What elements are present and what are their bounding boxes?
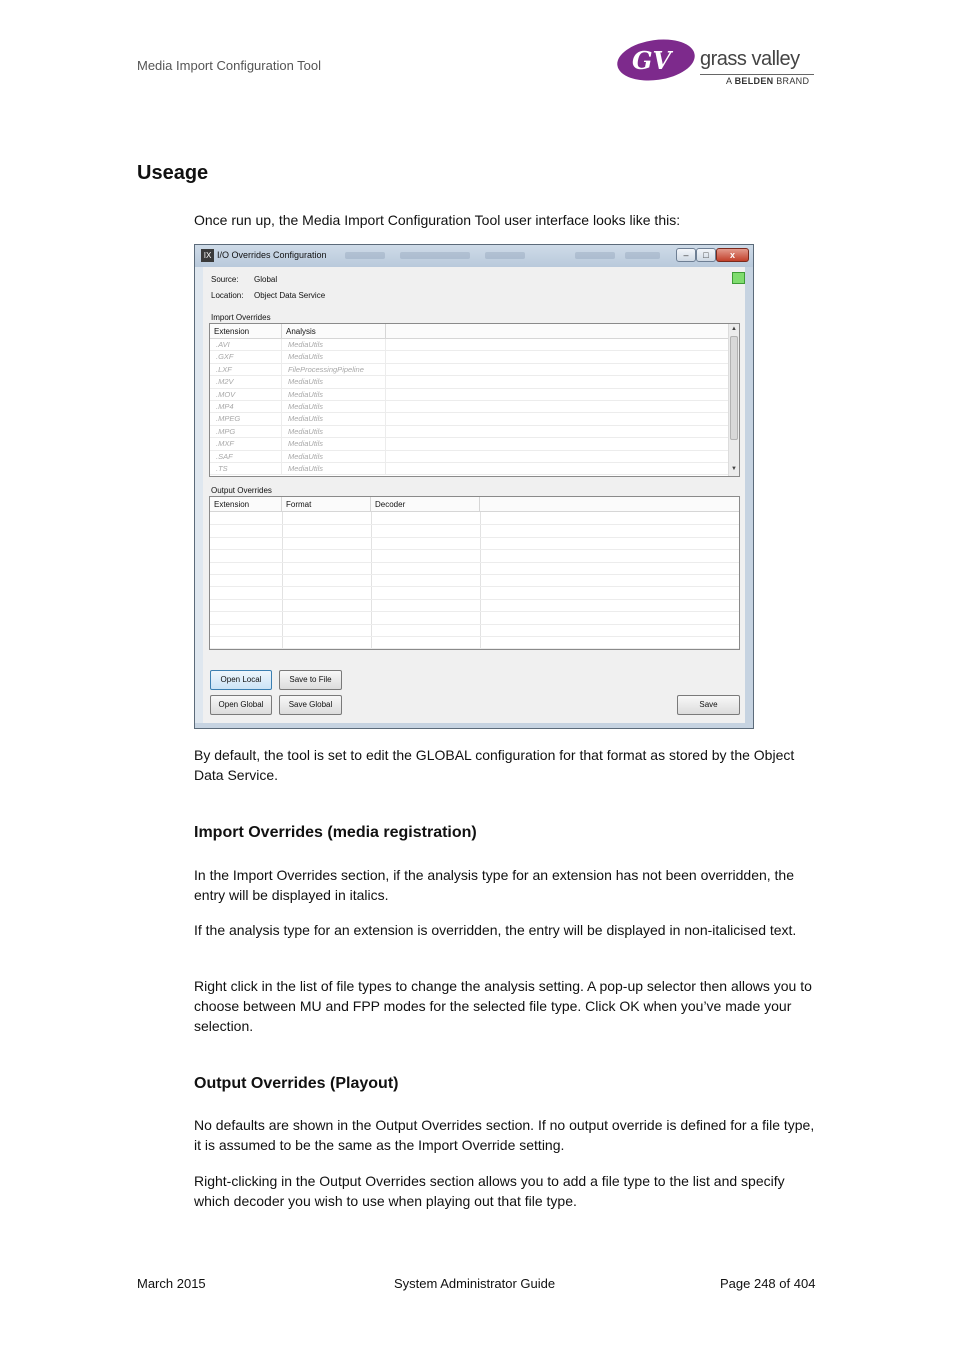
empty-row-line [210,636,740,637]
output-paragraph-right-click: Right-clicking in the Output Overrides section allows you to add a file type to the list and specify which decoder you wish to use when playing out that file type. [194,1173,785,1209]
window-frame-bottom [195,723,753,728]
import-overrides-grid[interactable] [209,323,740,477]
empty-row-line [210,599,740,600]
extension-cell: .LXF [210,364,282,376]
source-value: Global [254,275,278,284]
extension-cell: .GXF [210,351,282,363]
column-divider [371,512,372,649]
save-to-file-button[interactable]: Save to File [279,670,342,690]
analysis-cell: MediaUtils [282,389,386,401]
extension-cell: .AVI [210,339,282,351]
empty-row-line [210,524,740,525]
column-header-analysis[interactable]: Analysis [282,324,386,339]
footer-guide-title: System Administrator Guide [394,1276,556,1291]
titlebar-background-ghost [575,252,615,259]
table-row[interactable] [210,463,728,475]
grass-valley-logo [616,38,816,90]
output-grid-header [210,497,740,512]
logo-divider [700,74,814,75]
output-paragraph-defaults: No defaults are shown in the Output Overrides section. If no output override is defined for a file type, it is assumed to be the same as the Import Override setting. [194,1117,815,1153]
save-global-button[interactable]: Save Global [279,695,342,715]
extension-cell: .MPEG [210,413,282,425]
minimize-button[interactable]: – [676,248,696,262]
extension-cell: .TS [210,463,282,475]
analysis-cell: MediaUtils [282,438,386,450]
analysis-cell: MediaUtils [282,413,386,425]
analysis-cell: MediaUtils [282,339,386,351]
extension-cell: .MPG [210,426,282,438]
column-header-extension[interactable]: Extension [210,324,282,339]
scrollbar-thumb[interactable] [730,336,738,440]
import-paragraph-italics: In the Import Overrides section, if the analysis type for an extension has not been overridden, the entry will be displayed in italics. [194,867,795,903]
import-grid-scrollbar[interactable] [728,324,739,476]
open-local-button[interactable]: Open Local [210,670,272,690]
io-overrides-window [194,244,754,729]
analysis-cell: MediaUtils [282,401,386,413]
intro-paragraph: Once run up, the Media Import Configuration Tool user interface looks like this: [194,212,681,228]
extension-cell: .MP4 [210,401,282,413]
app-icon: IX [201,249,214,262]
status-indicator [732,272,745,284]
import-grid-header [210,324,728,339]
titlebar-background-ghost [625,252,660,259]
extension-cell: .SAF [210,451,282,463]
analysis-cell: MediaUtils [282,376,386,388]
location-value: Object Data Service [254,291,326,300]
table-row[interactable] [210,426,728,438]
output-overrides-heading: Output Overrides (Playout) [194,1075,399,1092]
scroll-up-arrow-icon[interactable]: ▲ [731,326,737,332]
empty-row-line [210,586,740,587]
import-paragraph-right-click: Right click in the list of file types to change the analysis setting. A pop-up selector then allows you to choose between MU and FPP modes for the selected file type. Click OK when you’ve made your selection. [194,978,812,1034]
table-row[interactable] [210,364,728,376]
analysis-cell: MediaUtils [282,426,386,438]
footer-page-number: Page 248 of 404 [720,1276,816,1291]
default-config-paragraph: By default, the tool is set to edit the GLOBAL configuration for that format as stored by the Object Data Service. [194,747,795,783]
extension-cell: .MOV [210,389,282,401]
output-overrides-grid[interactable] [209,496,740,650]
logo-wordmark: grass valley [700,48,800,70]
column-header-format[interactable]: Format [282,497,371,512]
running-header-title: Media Import Configuration Tool [137,58,322,73]
analysis-cell: MediaUtils [282,463,386,475]
source-label: Source: [211,275,239,284]
column-divider [480,512,481,649]
analysis-cell: MediaUtils [282,451,386,463]
table-row[interactable] [210,438,728,450]
empty-row-line [210,611,740,612]
table-row[interactable] [210,376,728,388]
titlebar-background-ghost [400,252,470,259]
empty-row-line [210,537,740,538]
close-button[interactable]: x [716,248,749,262]
column-header-decoder[interactable]: Decoder [371,497,480,512]
extension-cell: .M2V [210,376,282,388]
window-frame-right [745,267,753,723]
table-row[interactable] [210,401,728,413]
empty-row-line [210,624,740,625]
window-titlebar [195,245,753,267]
titlebar-background-ghost [485,252,525,259]
footer-date: March 2015 [137,1276,206,1291]
window-client-area [203,267,745,723]
empty-row-line [210,648,740,649]
column-divider [282,512,283,649]
table-row[interactable] [210,339,728,351]
empty-row-line [210,562,740,563]
maximize-button[interactable]: □ [696,248,716,262]
table-row[interactable] [210,451,728,463]
empty-row-line [210,574,740,575]
analysis-cell: FileProcessingPipeline [282,364,386,376]
section-title: Useage [137,162,209,184]
column-header-extension[interactable]: Extension [210,497,282,512]
window-title: I/O Overrides Configuration [217,250,327,260]
table-row[interactable] [210,351,728,363]
svg-text:GV: GV [632,46,672,75]
table-row[interactable] [210,413,728,425]
import-overrides-label: Import Overrides [211,313,271,322]
location-label: Location: [211,291,244,300]
empty-row-line [210,549,740,550]
save-button[interactable]: Save [677,695,740,715]
analysis-cell: MediaUtils [282,351,386,363]
import-overrides-heading: Import Overrides (media registration) [194,824,477,841]
scroll-down-arrow-icon[interactable]: ▼ [731,466,737,472]
extension-cell: .MXF [210,438,282,450]
open-global-button[interactable]: Open Global [210,695,272,715]
table-row[interactable] [210,389,728,401]
titlebar-background-ghost [345,252,385,259]
logo-tagline: A BELDEN BRAND [726,76,810,86]
import-paragraph-non-italic: If the analysis type for an extension is overridden, the entry will be displayed in non-italicised text. [194,922,797,938]
gv-logo-icon [616,38,698,82]
output-overrides-label: Output Overrides [211,486,272,495]
